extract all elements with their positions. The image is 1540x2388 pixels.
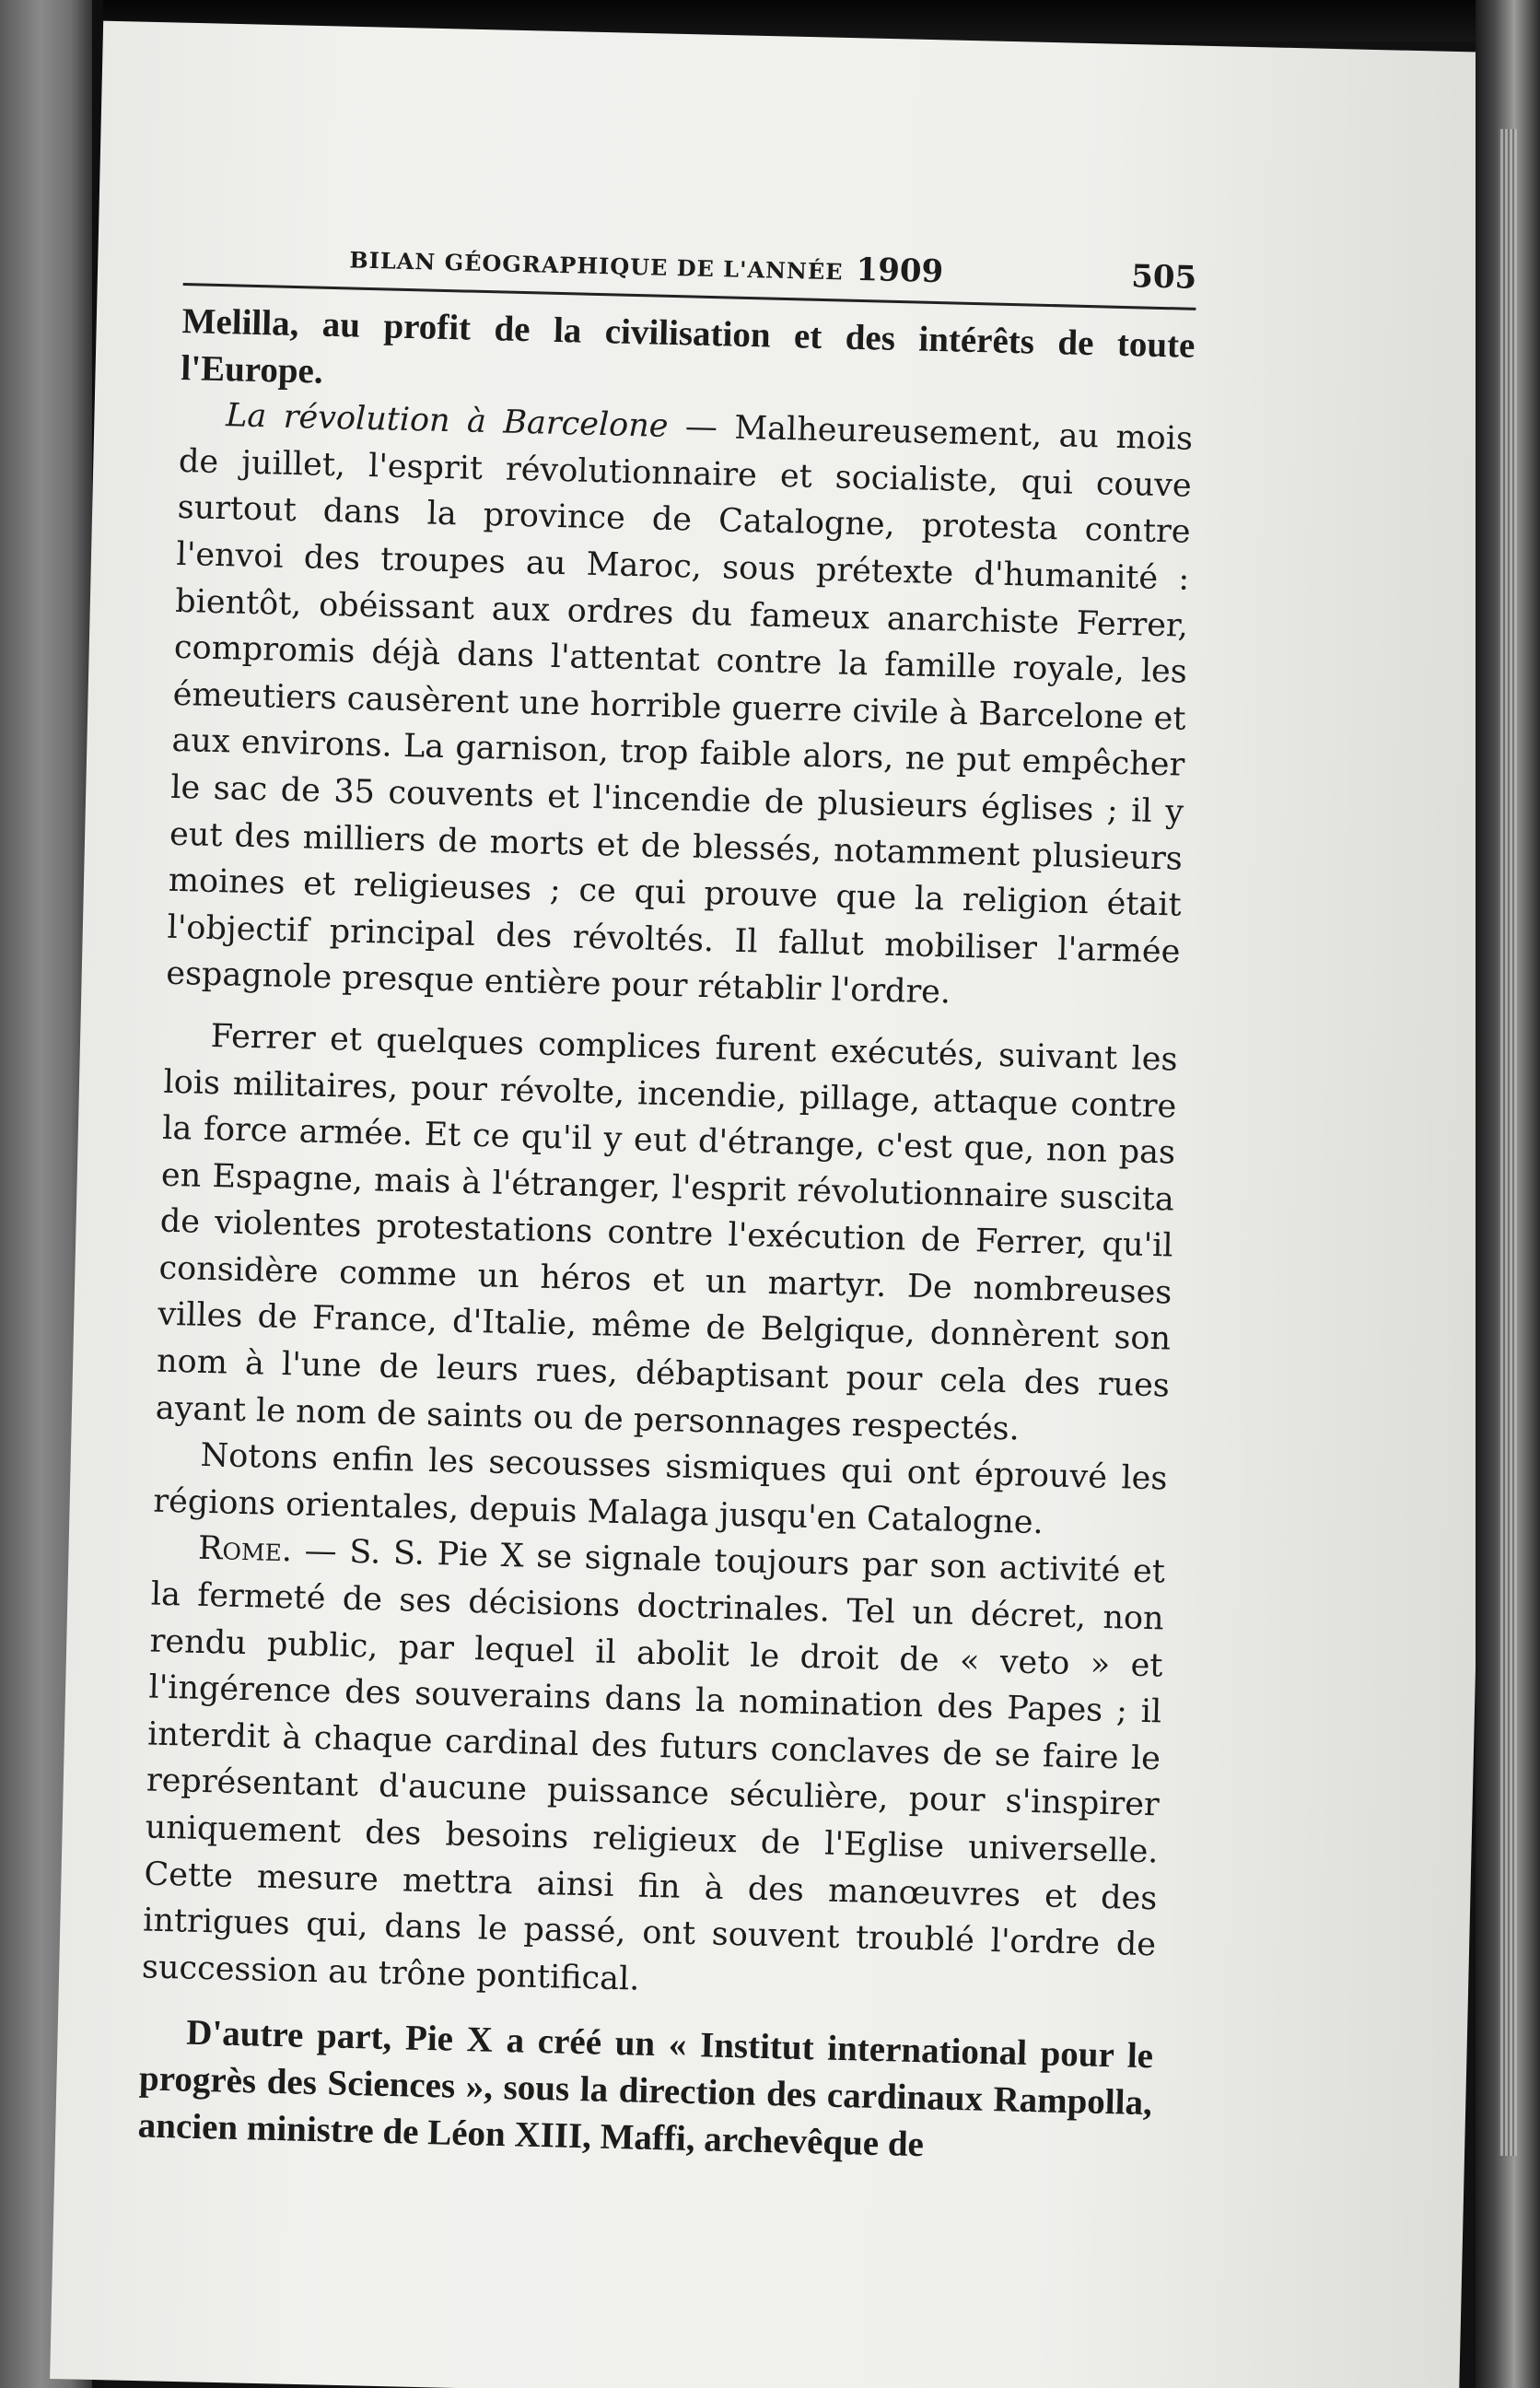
page-content	[137, 235, 1196, 2173]
running-head-year: 1909	[856, 251, 944, 291]
paragraph-rome-body: — S. S. Pie X se signale toujours par son activité et la fermeté de ses décisions doctrinales. Tel un décret, non rendu public, par lequel il abolit le droit de « veto » et l'ingérence des souverains dans la nomination des Papes ; il interdit à chaque cardinal des futurs conclaves de se faire le représentant d'aucune puissance séculière, pour s'inspirer uniquement des besoins religieux de l'Eglise universelle. Cette mesure mettra ainsi fin à des manœuvres et des intrigues qui, dans le passé, ont souvent troublé l'ordre de succession au trône pontifical.	[141, 1532, 1166, 1998]
paragraph-barcelona-body: — Malheureusement, au mois de juillet, l'esprit révolutionnaire et socialiste, qui couve surtout dans la province de Catalogne, protesta contre l'envoi des troupes au Maroc, sous prétexte d'humanité : bientôt, obéissant aux ordres du fameux anarchiste Ferrer, compromis déjà dans l'attentat contre la famille royale, les émeutiers causèrent une horrible guerre civile à Barcelone et aux environs. La garnison, trop faible alors, ne put empêcher le sac de 35 couvents et l'incendie de plusieurs églises ; il y eut des milliers de morts et de blessés, notamment plusieurs moines et religieuses ; ce qui prouve que la religion était l'objectif principal des révoltés. Il fallut mobiliser l'armée espagnole presque entière pour rétablir l'ordre.	[165, 408, 1194, 1012]
page-stack-lines	[1499, 129, 1517, 2156]
paragraph-melilla: Melilla, au profit de la civilisation et des intérêts de toute l'Europe.	[180, 300, 1196, 392]
paragraph-institute: D'autre part, Pie X a créé un « Institut international pour le progrès des Sciences », sous la direction des cardinaux Rampolla, ancien ministre de Léon XIII, Maffi, archevêque de	[137, 2013, 1154, 2164]
page-number: 505	[1130, 258, 1197, 297]
paragraph-seismic: Notons enfin les secousses sismiques qui ont éprouvé les régions orientales, depuis Malaga jusqu'en Catalogne.	[152, 1437, 1168, 1542]
section-lead-rome: Rome.	[197, 1530, 293, 1570]
section-lead-barcelona: La révolution à Barcelone	[225, 397, 669, 446]
paragraph-rome	[141, 1525, 1165, 2016]
running-head-title: BILAN GÉOGRAPHIQUE DE L'ANNÉE	[349, 246, 844, 286]
paragraph-ferrer: Ferrer et quelques complices furent exécutés, suivant les lois militaires, pour révolte, incendie, pillage, attaque contre la force armée. Et ce qu'il y eut d'étrange, c'est que, non pas en Espagne, mais à l'étranger, l'esprit révolutionnaire suscita de violentes protestations contre l'exécution de Ferrer, qu'il considère comme un héros et un martyr. De nombreuses villes de France, d'Italie, même de Belgique, donnèrent son nom à l'une de leurs rues, débaptisant pour cela des rues ayant le nom de saints ou de personnages respectés.	[155, 1017, 1178, 1448]
paragraph-barcelona	[166, 392, 1194, 1022]
